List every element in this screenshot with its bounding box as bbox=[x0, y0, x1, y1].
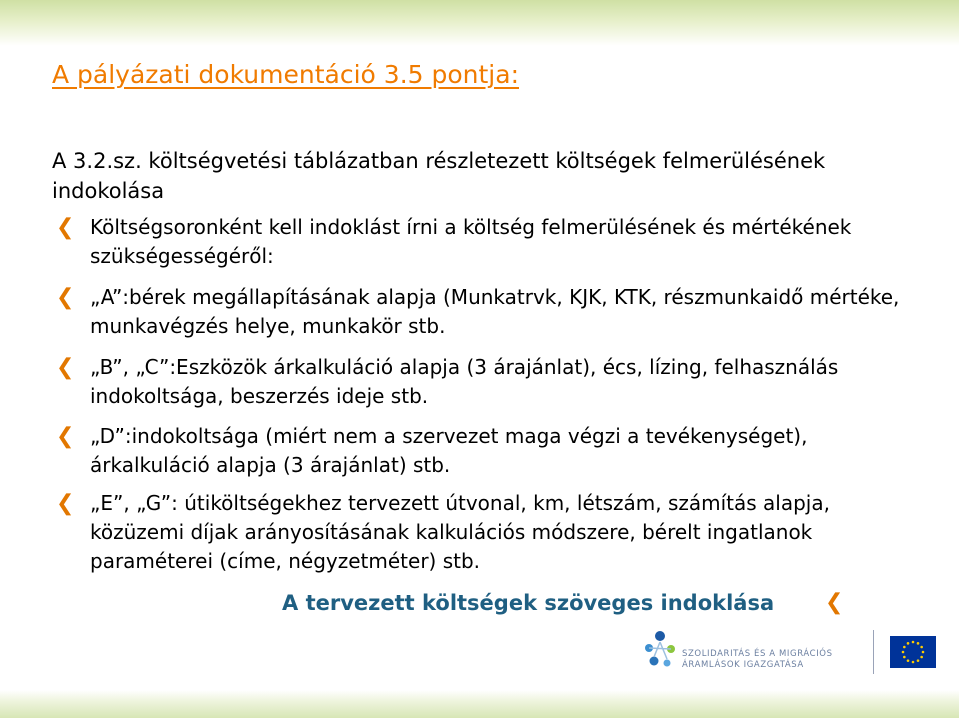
bullet-icon: ❮ bbox=[56, 491, 75, 516]
bullet-icon: ❮ bbox=[56, 424, 75, 449]
tagline-bullet-icon: ❮ bbox=[825, 590, 844, 615]
agency-name bbox=[682, 649, 833, 671]
agency-name-line2: ÁRAMLÁSOK IGAZGATÁSA bbox=[682, 660, 804, 670]
eu-star bbox=[917, 642, 920, 645]
bottom-decor-bar bbox=[0, 690, 959, 718]
bullet-icon: ❮ bbox=[56, 355, 75, 380]
bullet-item-2 bbox=[56, 283, 920, 341]
eu-star bbox=[922, 651, 925, 654]
bullet-item-3 bbox=[56, 353, 920, 411]
top-decor-bar bbox=[0, 0, 959, 46]
eu-star bbox=[912, 661, 915, 664]
eu-star bbox=[903, 646, 906, 649]
bullet-item-text: „A”:bérek megállapításának alapja (Munkatrvk, KJK, KTK, részmunkaidő mértéke, munkavégzés helye, munkakör stb. bbox=[90, 285, 900, 338]
slide-title: A pályázati dokumentáció 3.5 pontja: bbox=[52, 60, 519, 89]
eu-star bbox=[912, 641, 915, 644]
eu-star bbox=[920, 656, 923, 659]
eu-star bbox=[902, 651, 905, 654]
eu-star bbox=[907, 659, 910, 662]
bullet-icon: ❮ bbox=[56, 215, 75, 240]
bullet-item-4 bbox=[56, 422, 920, 480]
agency-logo-icon bbox=[640, 628, 680, 672]
bullet-item-text: „E”, „G”: útiköltségekhez tervezett útvonal, km, létszám, számítás alapja, közüzemi díjak arányosításának kalkulációs módszere, bérelt ingatlanok paraméterei (címe, négyzetméter) stb. bbox=[90, 491, 830, 573]
bullet-item-text: „D”:indokoltsága (miért nem a szervezet maga végzi a tevékenységet), árkalkuláció alapja (3 árajánlat) stb. bbox=[90, 424, 808, 477]
bullet-item-text: „B”, „C”:Eszközök árkalkuláció alapja (3 árajánlat), écs, lízing, felhasználás indokoltsága, beszerzés ideje stb. bbox=[90, 355, 839, 408]
bullet-item-1 bbox=[56, 213, 920, 271]
eu-star bbox=[903, 656, 906, 659]
lead-paragraph: A 3.2.sz. költségvetési táblázatban részletezett költségek felmerülésének indokolása bbox=[52, 149, 826, 203]
eu-star bbox=[907, 642, 910, 645]
bullet-item-5 bbox=[56, 489, 920, 576]
agency-name-line1: SZOLIDARITÁS ÉS A MIGRÁCIÓS bbox=[682, 649, 833, 659]
eu-star bbox=[917, 659, 920, 662]
footer-separator bbox=[873, 630, 874, 674]
bullet-icon: ❮ bbox=[56, 285, 75, 310]
tagline: A tervezett költségek szöveges indoklása bbox=[282, 591, 775, 615]
bullet-item-text: Költségsoronként kell indoklást írni a költség felmerülésének és mértékének szükségességéről: bbox=[90, 215, 852, 268]
eu-star bbox=[920, 646, 923, 649]
eu-flag-icon bbox=[890, 636, 936, 668]
